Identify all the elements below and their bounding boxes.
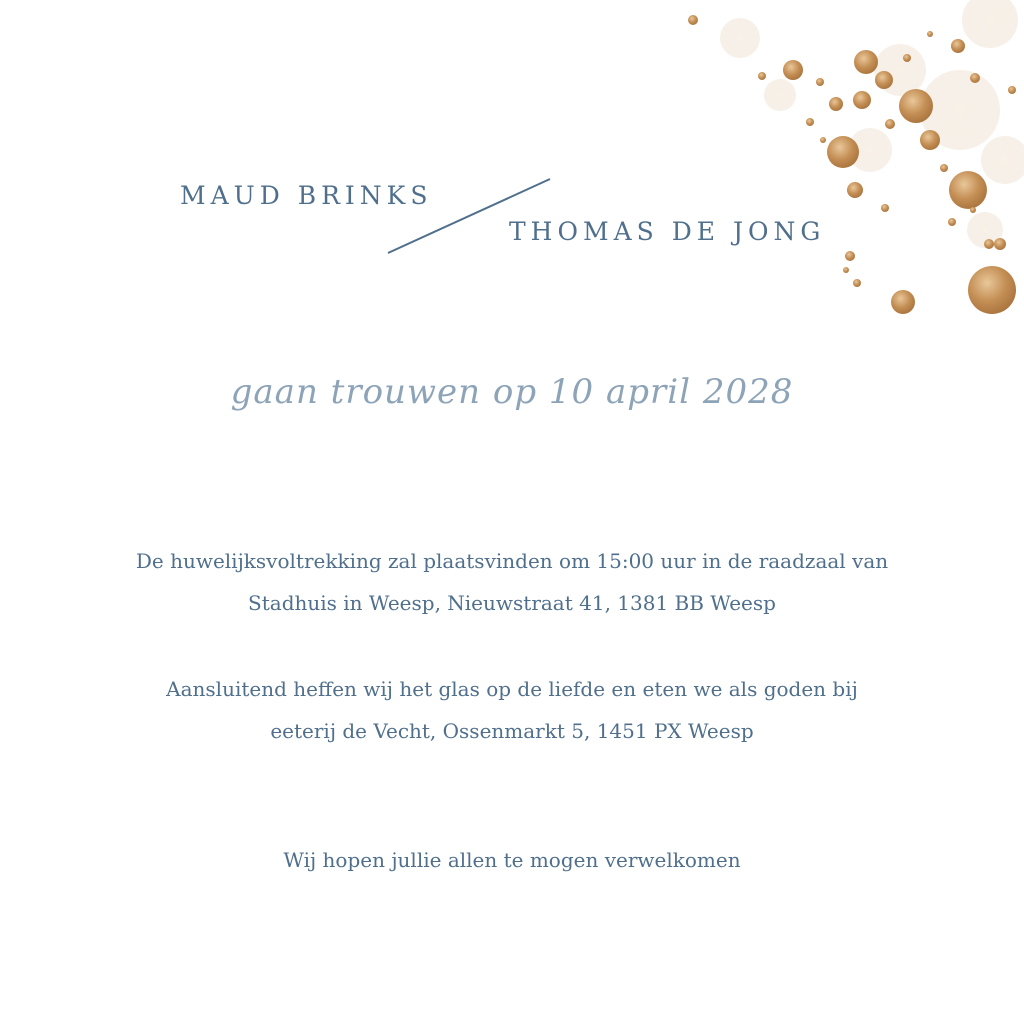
bride-name: MAUD BRINKS (180, 181, 433, 210)
ceremony-line-1: De huwelijksvoltrekking zal plaatsvinden om 15:00 uur in de raadzaal van (135, 549, 889, 573)
closing-message (60, 839, 964, 881)
groom-name: THOMAS DE JONG (509, 217, 826, 246)
closing-line: Wij hopen jullie allen te mogen verwelkomen (283, 848, 741, 872)
ceremony-details (60, 540, 964, 624)
gold-splatter-decoration (660, 0, 1024, 330)
dinner-line-2: eeterij de Vecht, Ossenmarkt 5, 1451 PX Weesp (270, 719, 754, 743)
dinner-line-1: Aansluitend heffen wij het glas op de liefde en eten we als goden bij (166, 677, 858, 701)
ceremony-line-2: Stadhuis in Weesp, Nieuwstraat 41, 1381 BB Weesp (248, 591, 776, 615)
dinner-details (60, 668, 964, 752)
wedding-date-tagline: gaan trouwen op 10 april 2028 (230, 372, 794, 412)
